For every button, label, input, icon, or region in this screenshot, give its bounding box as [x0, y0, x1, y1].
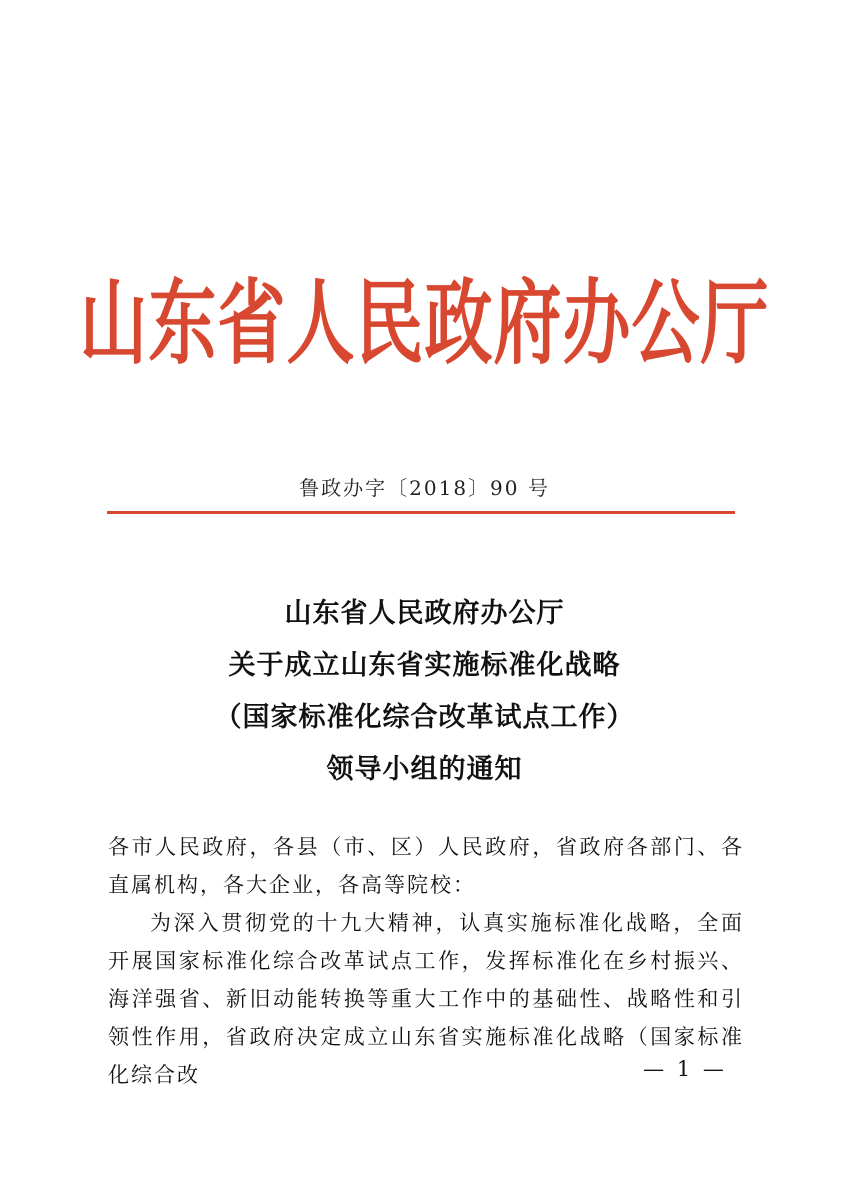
title-line: 领导小组的通知	[326, 754, 523, 785]
issuer-heading: 山东省人民政府办公厅	[79, 270, 770, 378]
body-paragraph: 为深入贯彻党的十九大精神，认真实施标准化战略，全面开展国家标准化综合改革试点工作，发挥标准化在乡村振兴、海洋强省、新旧动能转换等重大工作中的基础性、战略性和引领性作用，省政府决定成立山东省实施标准化战略（国家标准化综合改	[108, 911, 744, 1087]
document-number: 鲁政办字〔2018〕90 号	[299, 476, 550, 500]
page-number: — 1 —	[643, 1057, 727, 1081]
salutation: 各市人民政府，各县（市、区）人民政府，省政府各部门、各直属机构，各大企业，各高等院校：	[108, 835, 744, 897]
red-divider-line	[107, 511, 735, 514]
title-line: （国家标准化综合改革试点工作）	[214, 702, 635, 733]
title-line: 山东省人民政府办公厅	[284, 598, 565, 629]
document-title	[0, 588, 849, 796]
title-line: 关于成立山东省实施标准化战略	[228, 650, 621, 681]
